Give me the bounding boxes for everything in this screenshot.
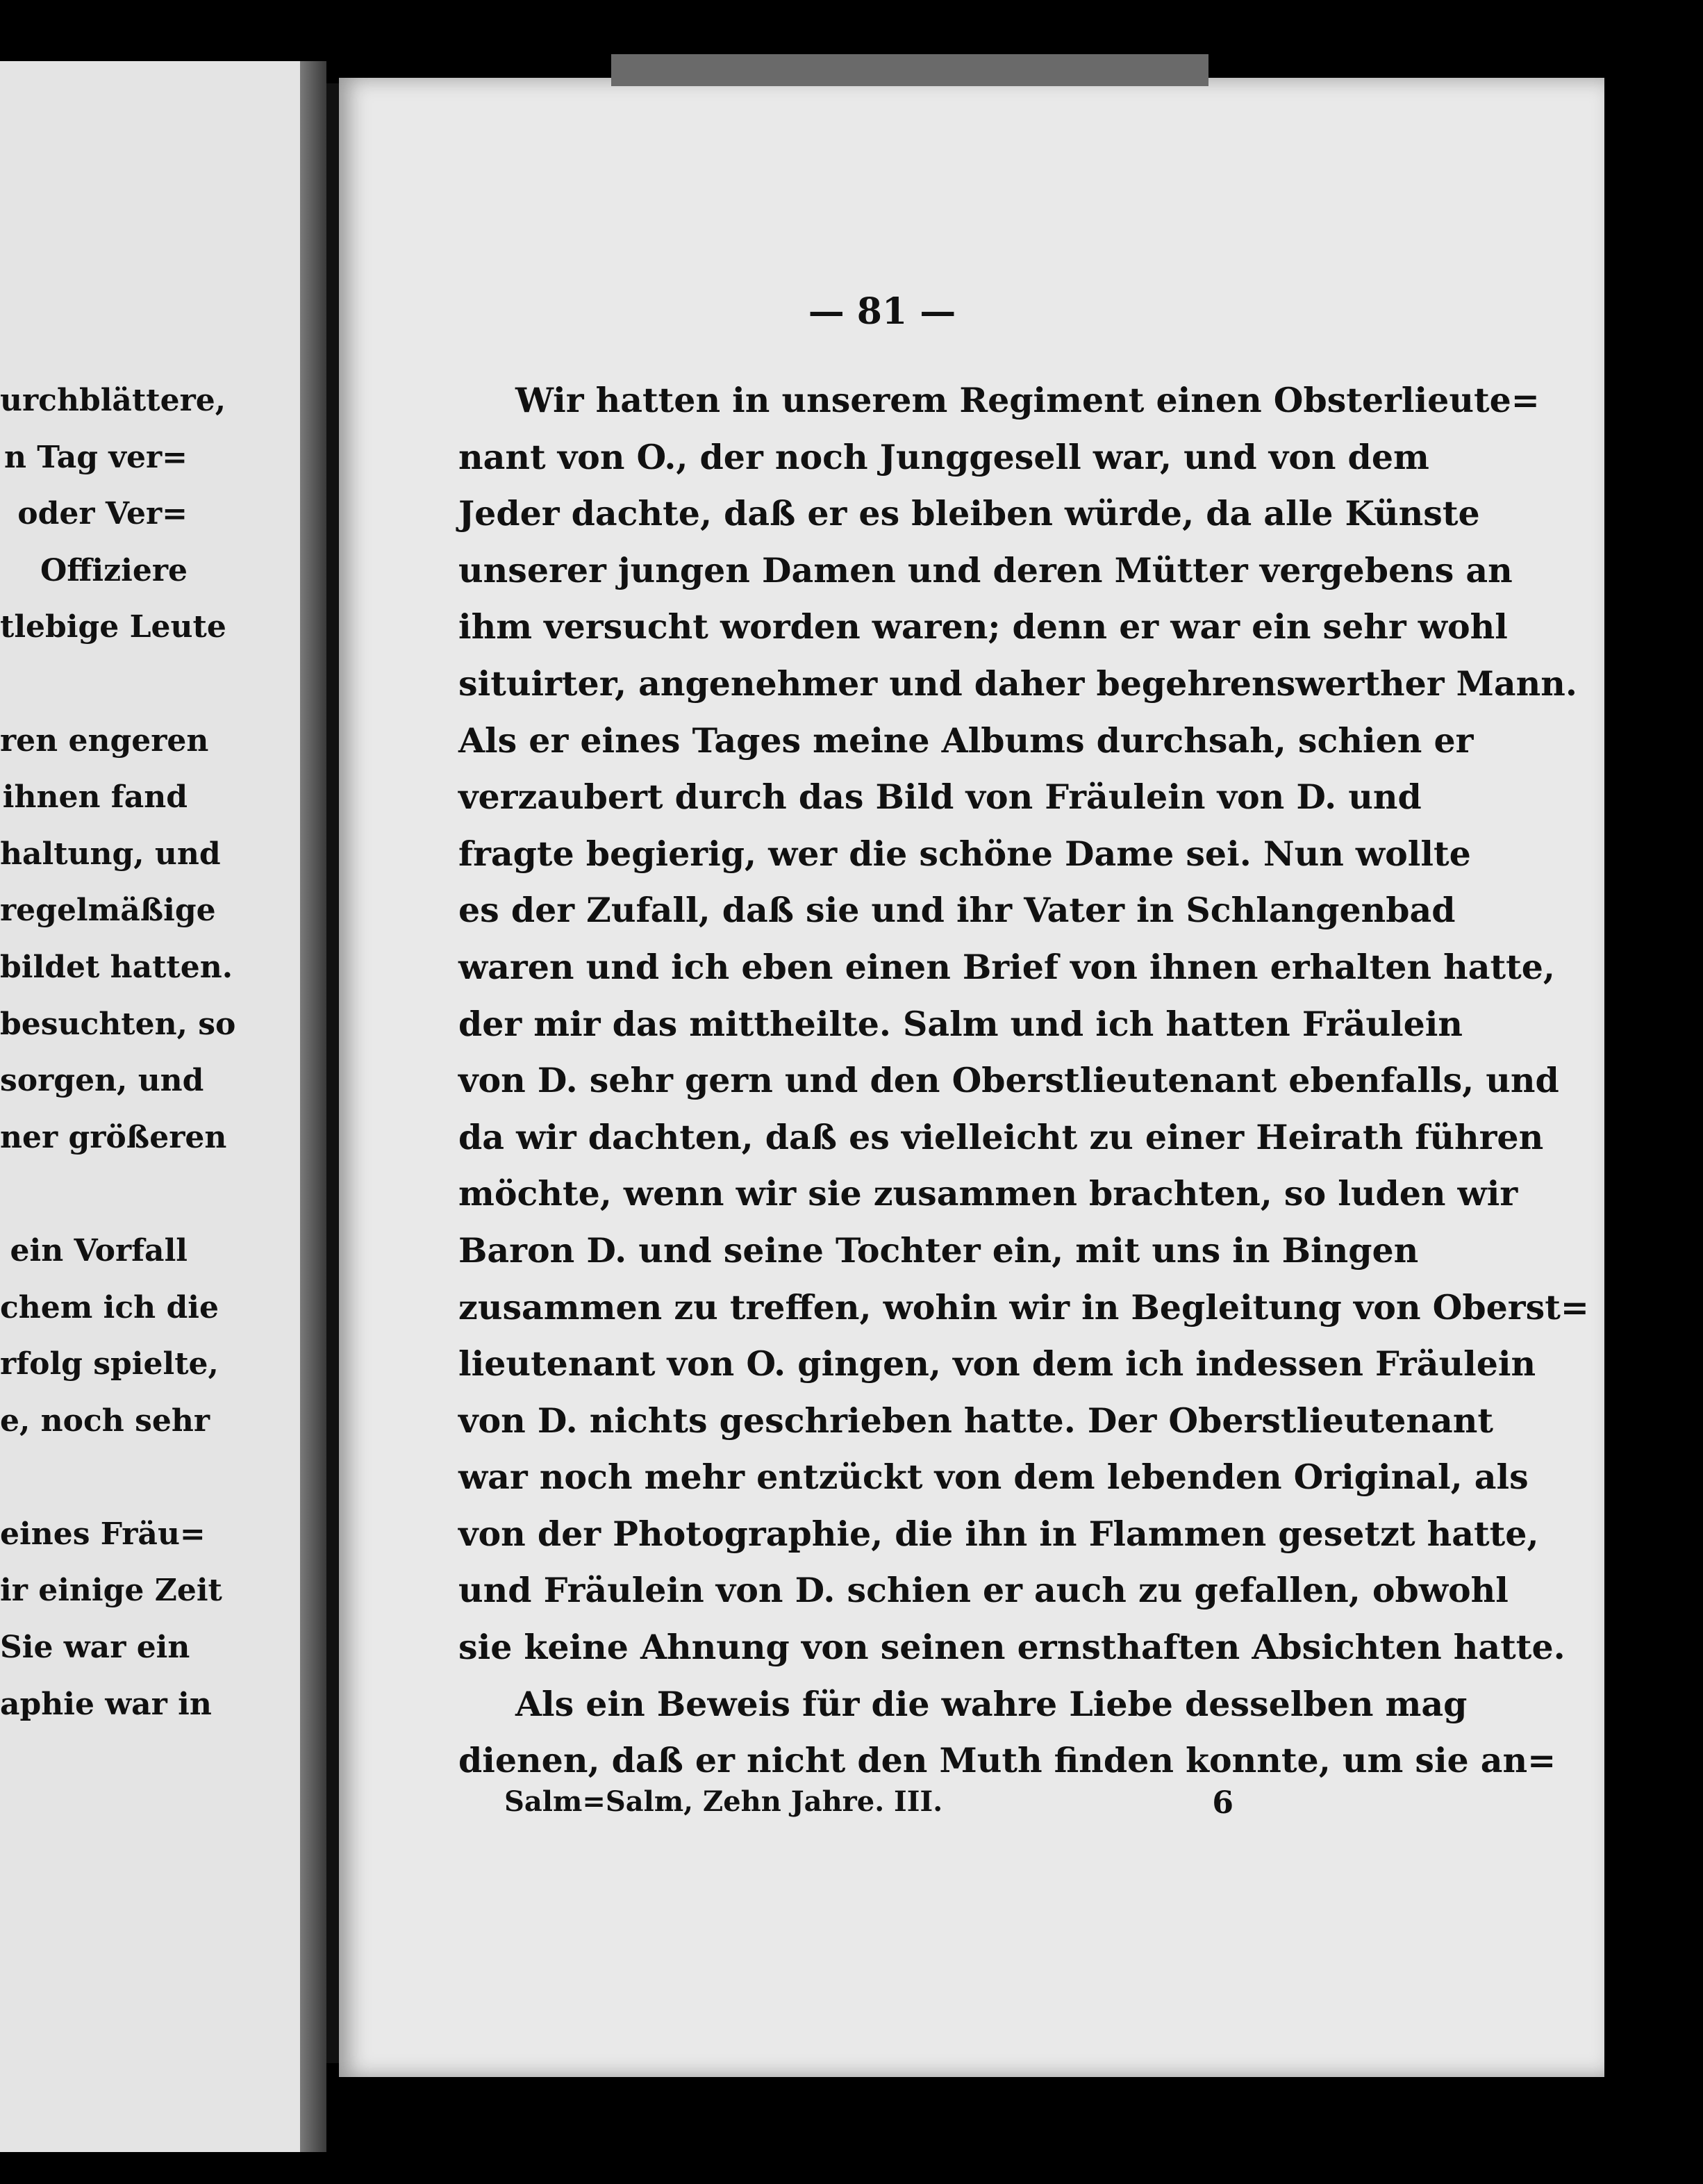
text-line: zusammen zu treffen, wohin wir in Begleitung von Oberst= [458,1287,1589,1327]
left-line: ihnen fand [2,779,188,816]
page-gutter [300,61,326,2152]
left-line: aphie war in [0,1686,212,1722]
text-line: Als er eines Tages meine Albums durchsah, schien er [458,720,1474,761]
text-line: von der Photographie, die ihn in Flammen gesetzt hatte, [458,1513,1539,1554]
left-line: oder Ver= [17,496,188,532]
paragraph-gap [0,1166,188,1223]
text-line: lieutenant von O. gingen, von dem ich indessen Fräulein [458,1343,1536,1384]
text-line: war noch mehr entzückt von dem lebenden Original, als [458,1457,1529,1498]
left-line: Sie war ein [0,1630,190,1666]
left-line: ner größeren [0,1119,227,1155]
text-line: Baron D. und seine Tochter ein, mit uns in Bingen [458,1230,1419,1271]
text-line: Jeder dachte, daß er es bleiben würde, da alle Künste [458,493,1480,534]
text-line: situirter, angenehmer und daher begehrenswerther Mann. [458,663,1577,704]
left-line: bildet hatten. [0,949,233,985]
left-line: e, noch sehr [0,1403,210,1439]
left-line: besuchten, so [0,1006,236,1042]
left-line: ein Vorfall [10,1232,188,1268]
left-line: ir einige Zeit [0,1573,222,1609]
text-line: ihm versucht worden waren; denn er war ein sehr wohl [458,606,1508,647]
text-line: verzaubert durch das Bild von Fräulein von D. und [458,777,1422,818]
page-number: — 81 — [808,290,956,333]
text-line: dienen, daß er nicht den Muth finden konnte, um sie an= [458,1740,1556,1781]
text-line: unserer jungen Damen und deren Mütter vergebens an [458,549,1513,590]
page-body-text [458,372,1589,1789]
text-line: nant von O., der noch Junggesell war, und von dem [458,436,1429,477]
paragraph-gap [0,1449,188,1506]
text-line: waren und ich eben einen Brief von ihnen erhalten hatte, [458,946,1555,987]
text-line: der mir das mittheilte. Salm und ich hatten Fräulein [458,1003,1463,1044]
text-line: Als ein Beweis für die wahre Liebe desselben mag [515,1683,1468,1724]
text-line: es der Zufall, daß sie und ihr Vater in Schlangenbad [458,890,1456,931]
text-line: möchte, wenn wir sie zusammen brachten, so luden wir [458,1173,1518,1214]
paper-scrap [611,54,1208,86]
left-line: regelmäßige [0,893,216,929]
signature-mark: 6 [1212,1785,1233,1821]
text-line: von D. sehr gern und den Oberstlieutenant ebenfalls, und [458,1060,1559,1101]
previous-page-text [0,372,236,1732]
text-line: und Fräulein von D. schien er auch zu gefallen, obwohl [458,1570,1509,1611]
left-line: urchblättere, [0,383,226,418]
text-line: von D. nichts geschrieben hatte. Der Oberstlieutenant [458,1400,1494,1441]
text-line: fragte begierig, wer die schöne Dame sei. Nun wollte [458,833,1471,874]
left-line: Offiziere [40,552,188,588]
text-line: da wir dachten, daß es vielleicht zu einer Heirath führen [458,1116,1544,1157]
left-line: tlebige Leute [0,609,226,645]
running-title: Salm=Salm, Zehn Jahre. III. [504,1785,943,1818]
left-line: n Tag ver= [3,439,188,475]
left-line: sorgen, und [0,1063,204,1099]
left-line: ren engeren [0,722,209,759]
text-line: Wir hatten in unserem Regiment einen Obsterlieute= [515,380,1540,420]
page-footer [504,1785,1233,1821]
left-line: rfolg spielte, [0,1346,219,1382]
paragraph-gap [0,656,188,713]
text-line: sie keine Ahnung von seinen ernsthaften Absichten hatte. [458,1627,1565,1668]
left-line: chem ich die [0,1289,219,1325]
left-line: haltung, und [0,836,221,872]
left-line: eines Fräu= [0,1516,206,1552]
